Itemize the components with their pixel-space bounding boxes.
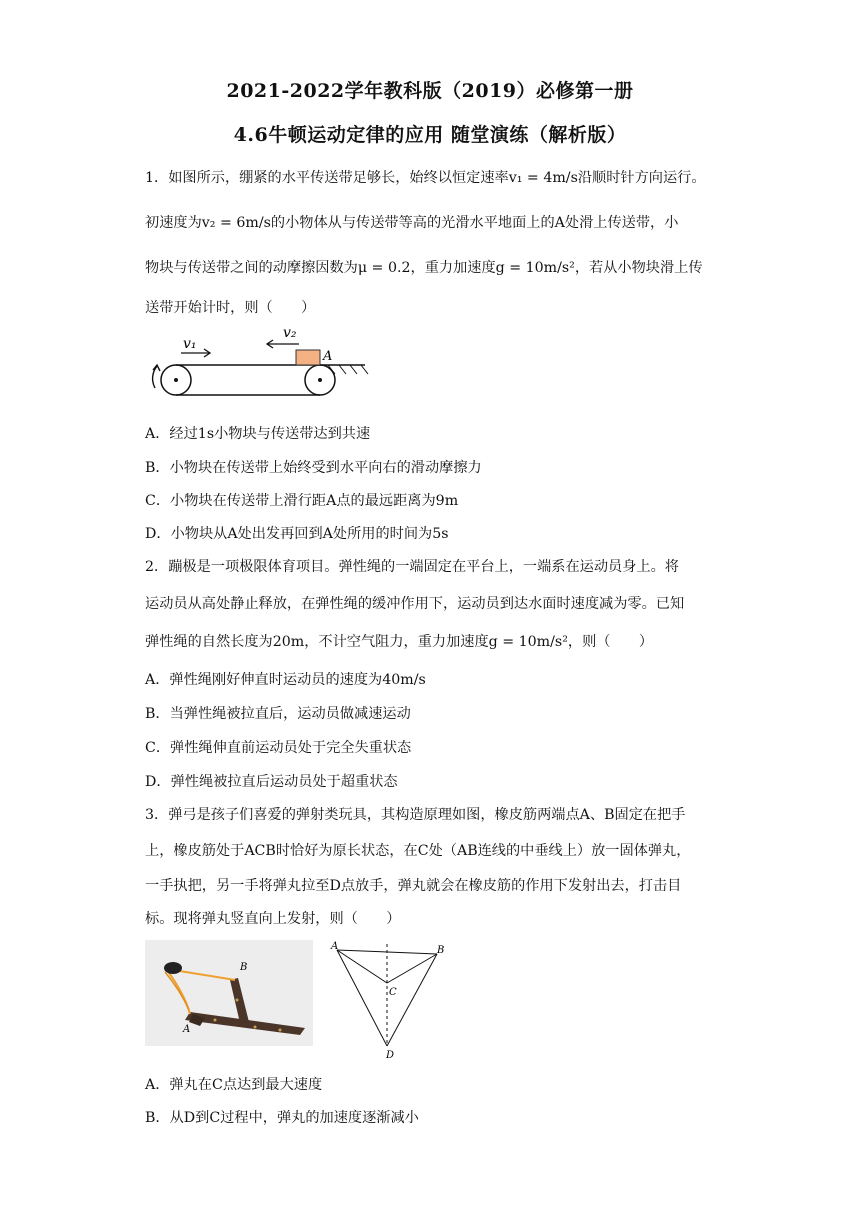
q3-line-4: 标。现将弹丸竖直向上发射，则（ ）	[145, 911, 401, 927]
q2-option-c: C．弹性绳伸直前运动员处于完全失重状态	[145, 740, 412, 756]
label-A: A	[323, 349, 333, 364]
title-line-1: 2021-2022学年教科版（2019）必修第一册	[226, 80, 634, 102]
q1-option-a: A．经过1s小物块与传送带达到共速	[145, 426, 371, 442]
q1-line-4: 送带开始计时，则（ ）	[145, 300, 316, 316]
q1-option-b: B．小物块在传送带上始终受到水平向右的滑动摩擦力	[145, 460, 482, 476]
photo-label-A: A	[183, 1024, 191, 1035]
slingshot-geometry-diagram	[325, 938, 450, 1062]
q2-line-3: 弹性绳的自然长度为20m，不计空气阻力，重力加速度g = 10m/s²，则（ ）	[145, 634, 654, 650]
diagram-label-B: B	[437, 945, 445, 956]
q1-option-d: D．小物块从A处出发再回到A处所用的时间为5s	[145, 526, 449, 542]
q3-line-1: 3．弹弓是孩子们喜爱的弹射类玩具，其构造原理如图，橡皮筋两端点A、B固定在把手	[145, 807, 686, 823]
diagram-label-C: C	[389, 987, 397, 998]
title-line-2: 4.6牛顿运动定律的应用 随堂演练（解析版）	[233, 124, 627, 146]
q2-option-b: B．当弹性绳被拉直后，运动员做减速运动	[145, 706, 411, 722]
label-v2: v₂	[283, 325, 297, 341]
diagram-label-D: D	[386, 1050, 395, 1061]
q2-line-2: 运动员从高处静止释放，在弹性绳的缓冲作用下，运动员到达水面时速度减为零。已知	[145, 596, 685, 612]
q2-option-d: D．弹性绳被拉直后运动员处于超重状态	[145, 774, 398, 790]
q1-line-3: 物块与传送带之间的动摩擦因数为μ = 0.2，重力加速度g = 10m/s²，若从小物块滑上传	[145, 260, 703, 276]
conveyor-belt-diagram	[143, 322, 388, 402]
q3-line-2: 上，橡皮筋处于ACB时恰好为原长状态，在C处（AB连线的中垂线上）放一固体弹丸，	[145, 843, 691, 859]
q3-line-3: 一手执把，另一手将弹丸拉至D点放手，弹丸就会在橡皮筋的作用下发射出去，打击目	[145, 878, 682, 894]
q2-line-1: 2．蹦极是一项极限体育项目。弹性绳的一端固定在平台上，一端系在运动员身上。将	[145, 559, 679, 575]
label-v1: v₁	[183, 336, 197, 352]
q3-option-b: B．从D到C过程中，弹丸的加速度逐渐减小	[145, 1110, 419, 1126]
q1-option-c: C．小物块在传送带上滑行距A点的最远距离为9m	[145, 493, 459, 509]
diagram-label-A: A	[331, 941, 339, 952]
q1-line-2: 初速度为v₂ = 6m/s的小物体从与传送带等高的光滑水平地面上的A处滑上传送带，小	[145, 215, 679, 231]
photo-label-B: B	[240, 962, 248, 973]
q1-line-1: 1．如图所示，绷紧的水平传送带足够长，始终以恒定速率v₁ = 4m/s沿顺时针方向运行。	[145, 170, 706, 186]
q3-option-a: A．弹丸在C点达到最大速度	[145, 1077, 323, 1093]
slingshot-photo	[145, 940, 313, 1046]
q2-option-a: A．弹性绳刚好伸直时运动员的速度为40m/s	[145, 672, 426, 688]
